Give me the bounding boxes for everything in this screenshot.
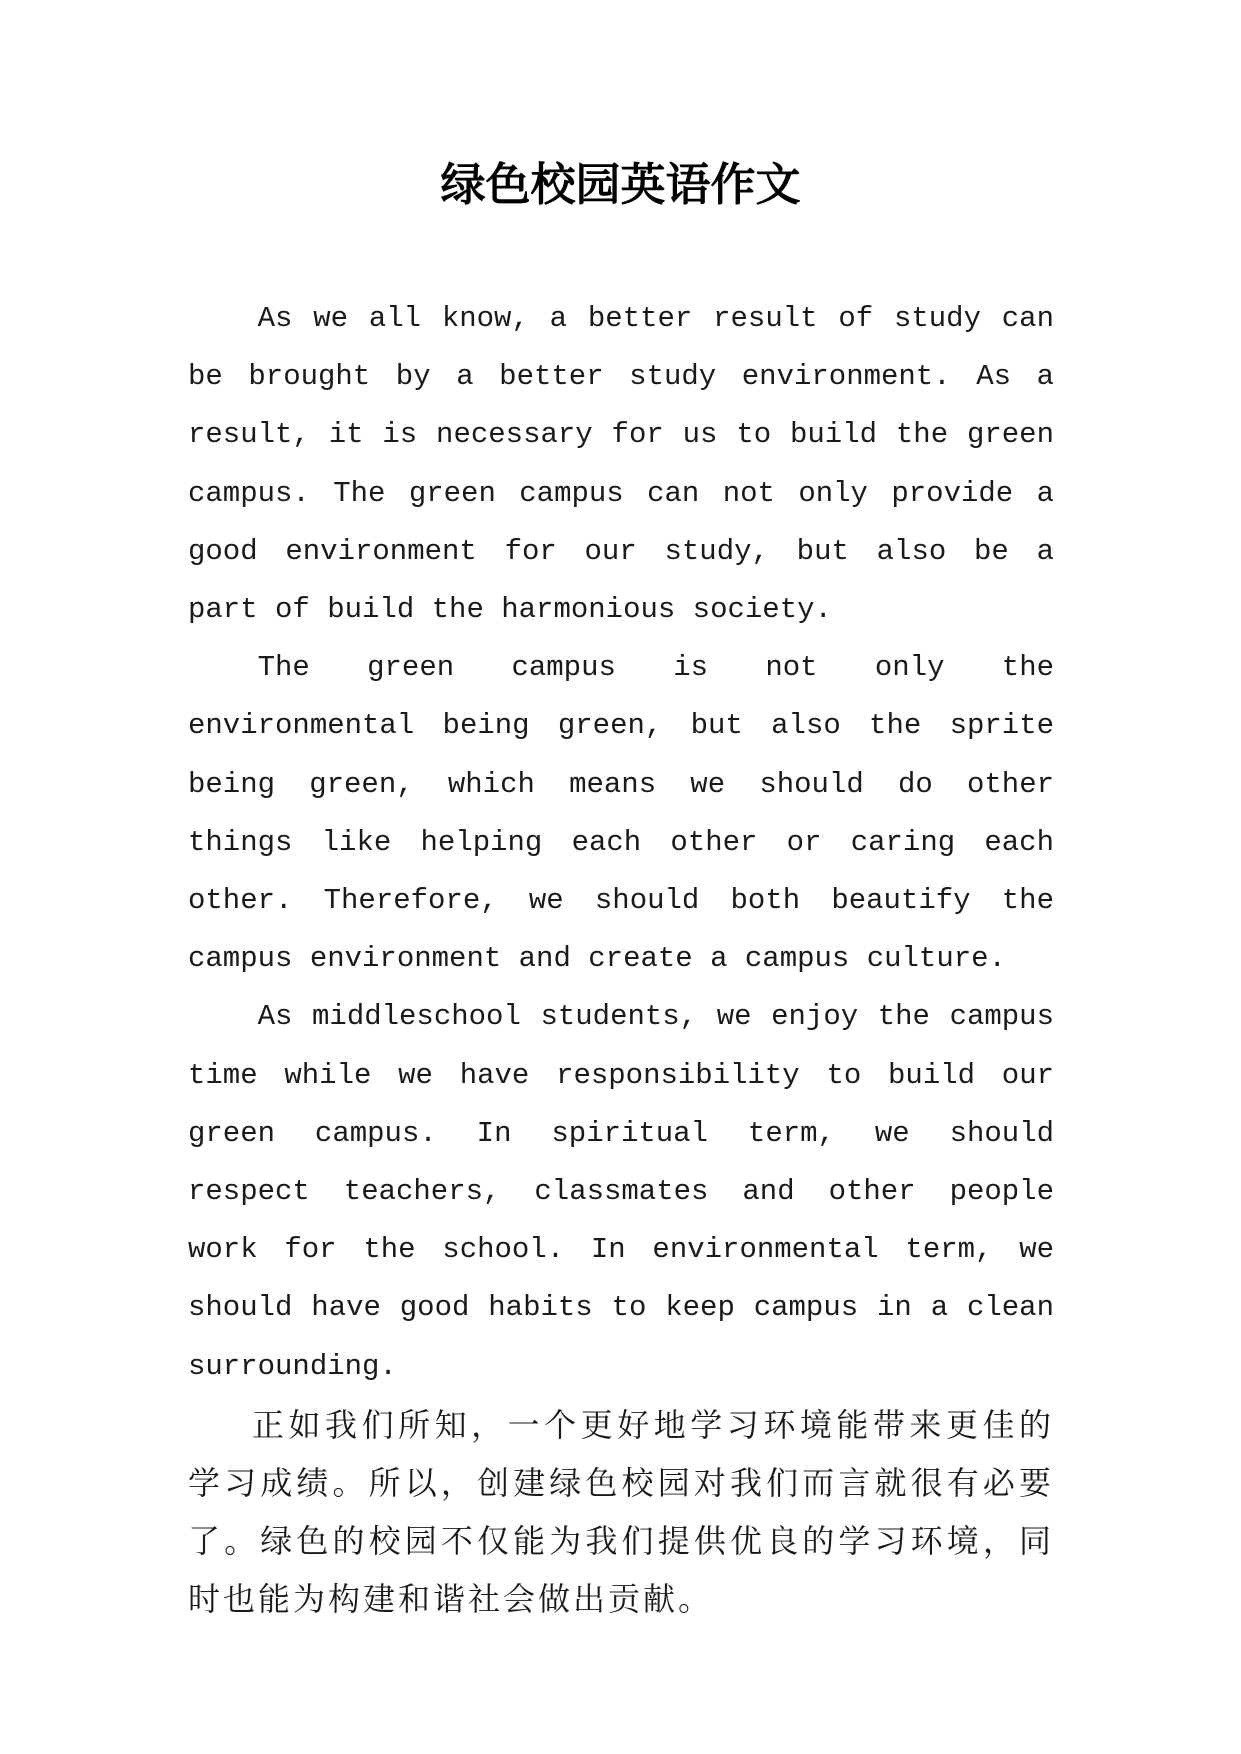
paragraph-3: As middleschool students, we enjoy the campus time while we have responsibility to build our green campus. In spiritual term, we should respect teachers, classmates and other people work for the school. In environmental term, we should have good habits to keep campus in a clean surrounding. — [188, 1000, 1054, 1383]
paragraph-chinese: 正如我们所知，一个更好地学习环境能带来更佳的学习成绩。所以，创建绿色校园对我们而言就很有必要了。绿色的校园不仅能为我们提供优良的学习环境，同时也能为构建和谐社会做出贡献。 — [188, 1405, 1054, 1619]
document-body — [188, 290, 1054, 1629]
paragraph-1: As we all know, a better result of study can be brought by a better study environment. As a result, it is necessary for us to build the green campus. The green campus can not only provide a good environment for our study, but also be a part of build the harmonious society. — [188, 302, 1054, 627]
paragraph-2: The green campus is not only the environmental being green, but also the sprite being green, which means we should do other things like helping each other or caring each other. Therefore, we should both beautify the campus environment and create a campus culture. — [188, 651, 1054, 976]
document-title: 绿色校园英语作文 — [440, 158, 801, 211]
